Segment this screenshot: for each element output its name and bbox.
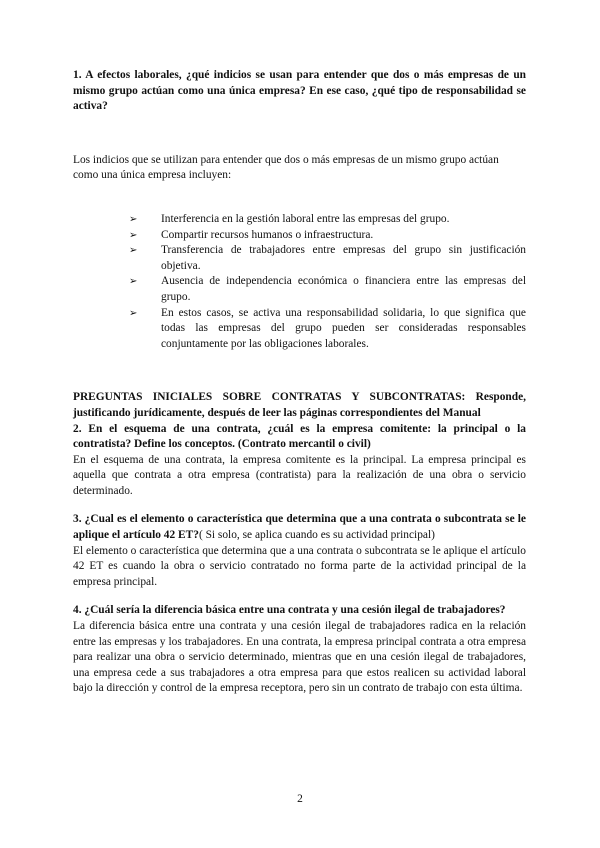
arrow-bullet-icon: ➢ (129, 245, 138, 257)
question-4-answer: La diferencia básica entre una contrata y una cesión ilegal de trabajadores radica en la relación entre las empresas y los trabajadores. En una contrata, la empresa principal contrata a otra empresa para realizar una obra o servicio determinado, mientras que en una cesión ilegal de trabajadores, una empresa cede a sus trabajadores a otra empresa para que estos realicen su actividad laboral bajo la dirección y control de la empresa receptora, pero sin un contrato de trabajo con esta última. (73, 620, 526, 695)
question-3-answer: El elemento o característica que determina que a una contrata o subcontrata se le aplique el artículo 42 ET es cuando la obra o servicio contratado no forma parte de la actividad principal de la empresa principal. (73, 544, 526, 588)
list-item: ➢ En estos casos, se activa una responsabilidad solidaria, lo que significa que todas las empresas del grupo pueden ser consideradas responsables conjuntamente por las obligaciones laborales. (129, 306, 526, 350)
page-number: 2 (297, 793, 303, 805)
document-page (73, 68, 526, 697)
question-1-intro: Los indicios que se utilizan para entender que dos o más empresas de un mismo grupo actúan como una única empresa incluyen: (73, 153, 499, 182)
question-3: 3. ¿Cual es el elemento o característica que determina que a una contrata o subcontrata se le aplique el artículo 42 ET?( Si solo, se aplica cuando es su actividad principal) (73, 513, 526, 542)
arrow-bullet-icon: ➢ (129, 213, 138, 225)
list-item: ➢ Compartir recursos humanos o infraestructura. (145, 228, 526, 244)
arrow-bullet-icon: ➢ (129, 276, 138, 288)
question-2-answer: En el esquema de una contrata, la empresa comitente es la principal. La empresa principal es aquella que contrata a otra empresa (contratista) para la realización de una obra o servicio determinado. (73, 453, 526, 497)
question-4: 4. ¿Cuál sería la diferencia básica entre una contrata y una cesión ilegal de trabajadores? (73, 604, 506, 617)
arrow-bullet-icon: ➢ (129, 229, 138, 241)
indicios-list (73, 212, 526, 352)
question-3-note: ( Si solo, se aplica cuando es su actividad principal) (198, 529, 435, 542)
list-item: ➢ Interferencia en la gestión laboral entre las empresas del grupo. (145, 212, 526, 228)
list-item: ➢ Transferencia de trabajadores entre empresas del grupo sin justificación objetiva. (129, 244, 526, 272)
question-1: 1. A efectos laborales, ¿qué indicios se usan para entender que dos o más empresas de un mismo grupo actúan como una única empresa? En ese caso, ¿qué tipo de responsabilidad se activa? (73, 69, 526, 113)
arrow-bullet-icon: ➢ (129, 307, 138, 319)
list-item: ➢ Ausencia de independencia económica o financiera entre las empresas del grupo. (129, 275, 526, 303)
question-2: 2. En el esquema de una contrata, ¿cuál es la empresa comitente: la principal o la contratista? Define los conceptos. (Contrato mercantil o civil) (73, 422, 526, 451)
section-title: PREGUNTAS INICIALES SOBRE CONTRATAS Y SUBCONTRATAS: Responde, justificando jurídicamente, después de leer las páginas correspondientes del Manual (73, 391, 526, 419)
